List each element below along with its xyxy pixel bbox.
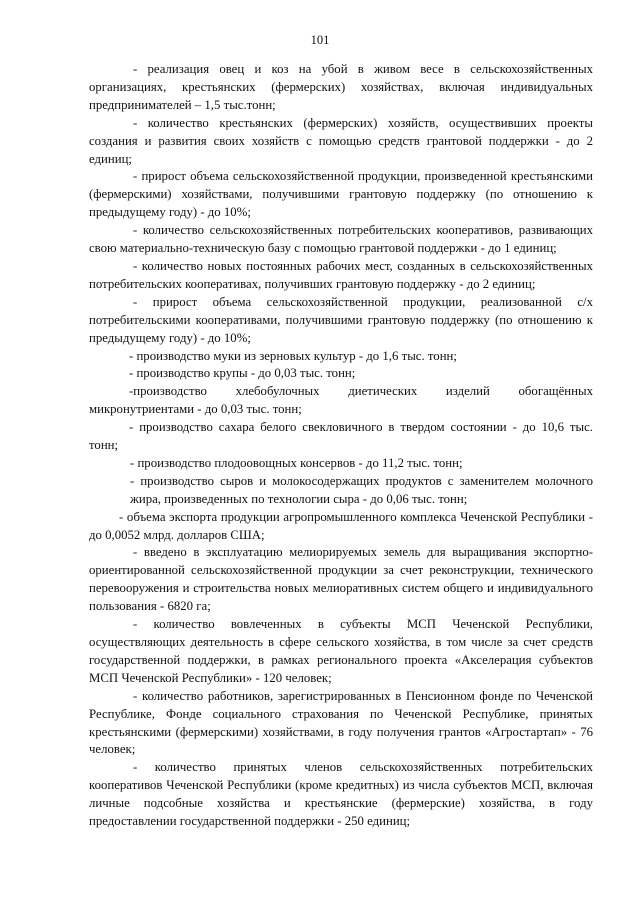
document-body <box>89 61 593 831</box>
paragraph-registered-workers: - количество работников, зарегистрированных в Пенсионном фонде по Чеченской Республике, Фонде социального страхования по Чеченской Республике, принятых крестьянскими (фермерскими) хозяйствами, в году получения грантов «Агростартап» - 76 человек; <box>89 688 593 757</box>
paragraph-groats-production: - производство крупы - до 0,03 тыс. тонн; <box>129 366 356 381</box>
paragraph-flour-production: - производство муки из зерновых культур - до 1,6 тыс. тонн; <box>129 348 457 363</box>
paragraph-farms-grant-projects: - количество крестьянских (фермерских) хозяйств, осуществивших проекты создания и развития своих хозяйств с помощью средств грантовой поддержки - до 2 единиц; <box>89 115 593 166</box>
paragraph-bakery-production: -производство хлебобулочных диетических изделий обогащённых микронутриентами - до 0,03 тыс. тонн; <box>89 384 593 417</box>
page-number: 101 <box>310 33 330 47</box>
paragraph-new-jobs: - количество новых постоянных рабочих мест, созданных в сельскохозяйственных потребительских кооперативах, получивших грантовую поддержку - до 2 единиц; <box>89 258 593 291</box>
paragraph-export-volume: - объема экспорта продукции агропромышленного комплекса Чеченской Республики - до 0,0052 млрд. долларов США; <box>89 509 593 542</box>
paragraph-farm-output-growth: - прирост объема сельскохозяйственной продукции, произведенной крестьянскими (фермерскими) хозяйствами, получившими грантовую поддержку (по отношению к предыдущему году) - до 10%; <box>89 169 593 220</box>
paragraph-cheese-production: - производство сыров и молокосодержащих продуктов с заменителем молочного жира, произведенных по технологии сыра - до 0,06 тыс. тонн; <box>130 473 593 506</box>
paragraph-cooperative-members: - количество принятых членов сельскохозяйственных потребительских кооперативов Чеченской Республики (кроме кредитных) из числа субъектов МСП, включая личные подсобные хозяйства и крестьянские (фермерские) хозяйства, в году предоставлении государственной поддержки - 250 единиц; <box>89 760 593 829</box>
paragraph-canned-production: - производство плодоовощных консервов - до 11,2 тыс. тонн; <box>130 455 463 470</box>
paragraph-sugar-production: - производство сахара белого свекловичного в твердом состоянии - до 10,6 тыс. тонн; <box>89 420 593 453</box>
paragraph-reclaimed-land: - введено в эксплуатацию мелиорируемых земель для выращивания экспортно-ориентированной сельскохозяйственной продукции за счет реконструкции, технического перевооружения и строительства новых мелиоративных систем общего и индивидуального пользования - 6820 га; <box>89 545 593 614</box>
paragraph-sme-involvement: - количество вовлеченных в субъекты МСП Чеченской Республики, осуществляющих деятельность в сфере сельского хозяйства, в том числе за счет средств государственной поддержки, в рамках регионального проекта «Акселерация субъектов МСП Чеченской Республики» - 120 человек; <box>89 617 593 685</box>
paragraph-cooperative-output-growth: - прирост объема сельскохозяйственной продукции, реализованной с/х потребительскими кооперативами, получившими грантовую поддержку (по отношению к предыдущему году) - до 10%; <box>89 294 593 345</box>
paragraph-cooperatives-grant: - количество сельскохозяйственных потребительских кооперативов, развивающих свою материально-техническую базу с помощью грантовой поддержки - до 1 единиц; <box>89 223 593 256</box>
paragraph-sheep-goat-sales: - реализация овец и коз на убой в живом весе в сельскохозяйственных организациях, крестьянских (фермерских) хозяйствах, включая индивидуальных предпринимателей – 1,5 тыс.тонн; <box>89 62 593 112</box>
